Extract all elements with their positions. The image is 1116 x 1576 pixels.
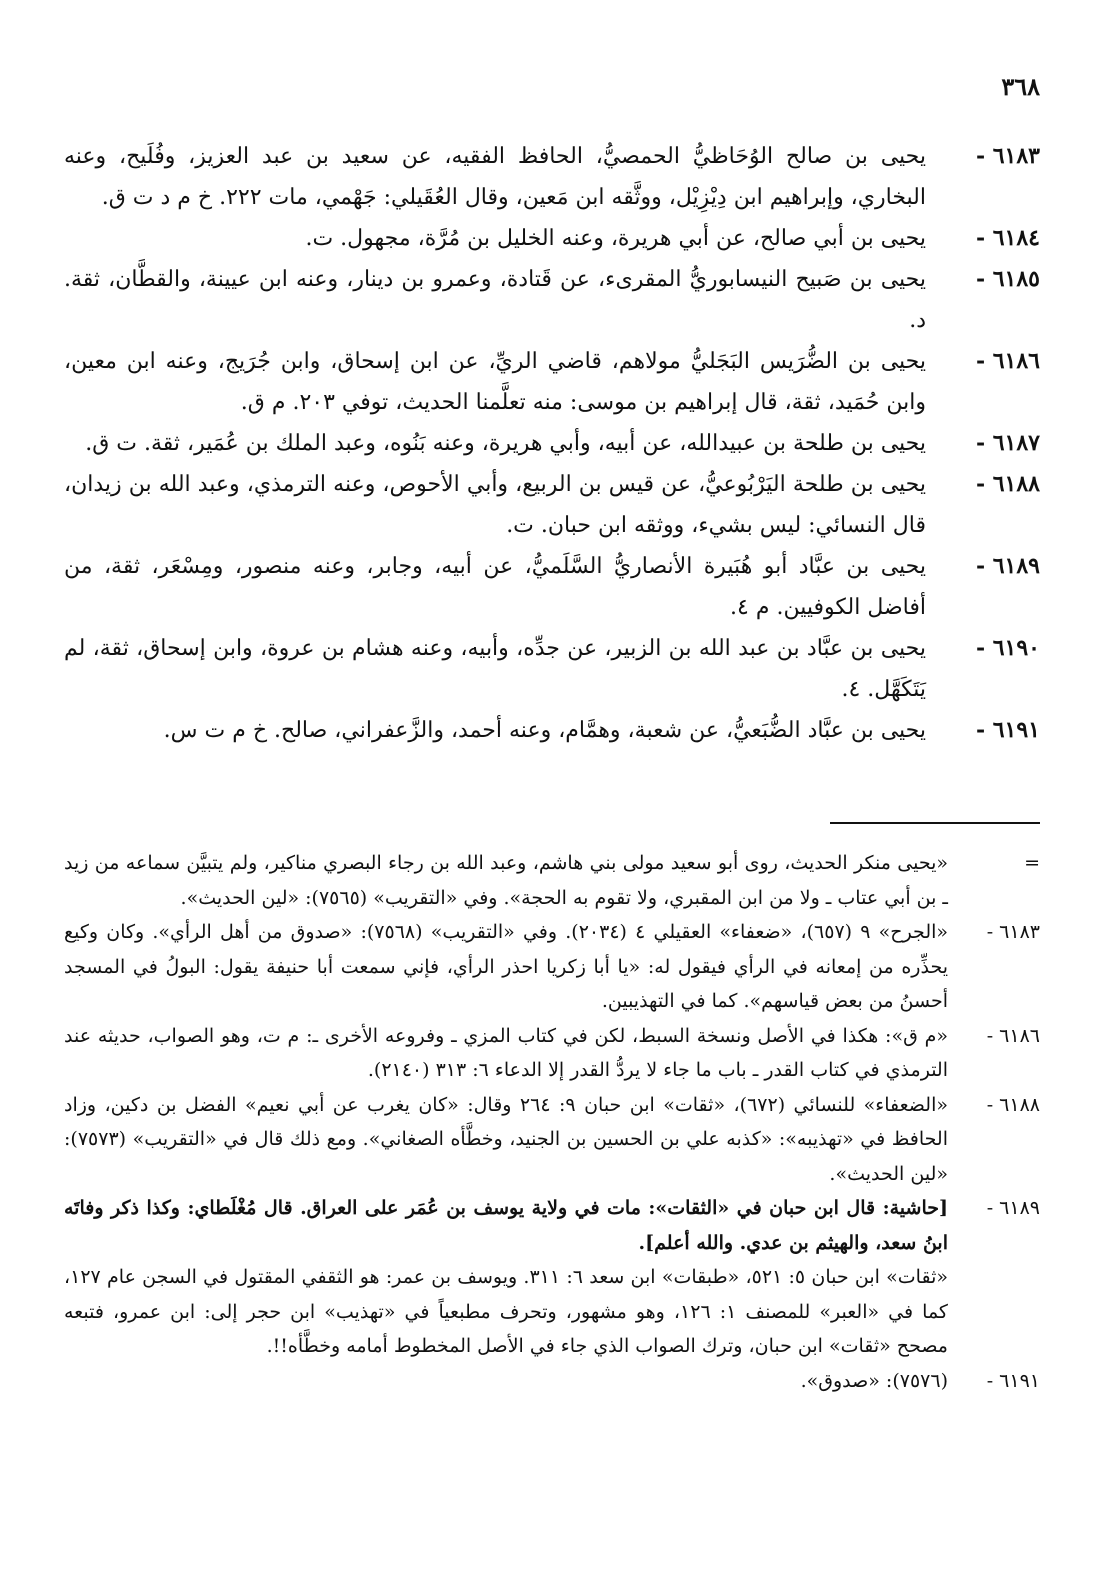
footnote-number: ٦١٨٩ - [986,1197,1040,1219]
footnote-6186 [64,1019,1040,1088]
page-number: ٣٦٨ [1001,72,1040,101]
footnote-number: ٦١٨٦ - [986,1024,1040,1047]
footnote-6191 [64,1364,1040,1399]
entry-6186 [64,341,1040,423]
entry-number: ٦١٨٥ - [975,266,1040,292]
entry-number: ٦١٨٦ - [975,348,1040,374]
footnote-text: «الضعفاء» للنسائي (٦٧٢)، «ثقات» ابن حبان ٩: ٢٦٤ وقال: «كان يغرب عن أبي نعيم» الفضل بن دكين، وزاد الحافظ في «تهذيبه»: «كذبه علي بن الحسين بن الجنيد، وخطَّأه الصغاني». ومع ذلك قال في «التقريب» (٧٥٧٣): «لين الحديث». [64,1093,948,1185]
entry-number: ٦١٩٠ - [975,635,1040,661]
entry-text: يحيى بن صَبيح النيسابوريُّ المقرىء، عن قَتادة، وعمرو بن دينار، وعنه ابن عيينة، والقطَّان، ثقة. د. [64,267,926,333]
footnote-divider [830,822,1040,824]
entry-number: ٦١٨٧ - [975,430,1040,456]
entry-6189 [64,546,1040,628]
entry-text: يحيى بن عبَّاد الضُّبَعيُّ، عن شعبة، وهمَّام، وعنه أحمد، والزَّعفراني، صالح. خ م ت س. [163,718,926,743]
footnote-number: ٦١٨٣ - [986,921,1040,943]
footnote-number: ٦١٩١ - [986,1369,1040,1392]
footnote-number: = [1024,852,1040,874]
entry-text: يحيى بن أبي صالح، عن أبي هريرة، وعنه الخليل بن مُرَّة، مجهول. ت. [305,226,926,251]
entry-number: ٦١٨٣ - [975,143,1040,169]
entry-6190 [64,628,1040,710]
entry-text: يحيى بن الضُّرَيس البَجَليُّ مولاهم، قاضي الريِّ، عن ابن إسحاق، وابن جُرَيج، وعنه ابن معين، وابن حُمَيد، ثقة، قال إبراهيم بن موسى: منه تعلَّمنا الحديث، توفي ٢٠٣. م ق. [64,349,926,415]
footnote-continued [64,846,1040,915]
footnote-6183 [64,915,1040,1019]
footnotes [64,846,1040,1398]
entry-number: ٦١٨٤ - [975,225,1040,251]
entry-6187 [64,423,1040,464]
entry-text: يحيى بن صالح الوُحَاظيُّ الحمصيُّ، الحافظ الفقيه، عن سعيد بن عبد العزيز، وفُلَيح، وعنه البخاري، وإبراهيم ابن دِيْزِيْل، ووثَّقه ابن مَعين، وقال العُقَيلي: جَهْمي، مات ٢٢٢. خ م د ت ق. [64,144,926,210]
footnote-6189 [64,1191,1040,1364]
footnote-text: «م ق»: هكذا في الأصل ونسخة السبط، لكن في كتاب المزي ـ وفروعه الأخرى ـ: م ت، وهو الصواب، حديثه عند الترمذي في كتاب القدر ـ باب ما جاء لا يردُّ القدر إلا الدعاء ٦: ٣١٣ (٢١٤٠). [64,1024,948,1081]
entry-text: يحيى بن عبَّاد أبو هُبَيرة الأنصاريُّ السَّلَميُّ، عن أبيه، وجابر، وعنه منصور، ومِسْعَر، ثقة، من أفاضل الكوفيين. م ٤. [64,554,926,620]
footnote-text: «ثقات» ابن حبان ٥: ٥٢١، «طبقات» ابن سعد ٦: ٣١١. ويوسف بن عمر: هو الثقفي المقتول في السجن عام ١٢٧، كما في «العبر» للمصنف ١: ١٢٦، وهو مشهور، وتحرف مطبعياً في «تهذيب» ابن حجر إلى: ابن عمرو، فتبعه مصحح «ثقات» ابن حبان، وترك الصواب الذي جاء في الأصل المخطوط أمامه وخطَّأه!!. [64,1266,948,1357]
entry-number: ٦١٨٨ - [975,471,1040,497]
footnote-text: «الجرح» ٩ (٦٥٧)، «ضعفاء» العقيلي ٤ (٢٠٣٤). وفي «التقريب» (٧٥٦٨): «صدوق من أهل الرأي». وكان وكيع يحذِّره من إمعانه في الرأي فيقول له: «يا أبا زكريا احذر الرأي، فإني سمعت أبا حنيفة يقول: البولُ في المسجد أحسنُ من بعض قياسهم». كما في التهذيبين. [64,921,949,1012]
entry-6183 [64,136,1040,218]
biographical-entries [64,136,1040,751]
footnote-margin-note: [حاشية: قال ابن حبان في «الثقات»: مات في ولاية يوسف بن عُمَر على العراق. قال مُغْلَطاي: وكذا ذكر وفاتَه ابنُ سعد، والهيثم بن عدي. والله أعلم]. [64,1197,948,1254]
footnote-text: (٧٥٧٦): «صدوق». [800,1369,948,1392]
entry-text: يحيى بن طلحة اليَرْبُوعيُّ، عن قيس بن الربيع، وأبي الأحوص، وعنه الترمذي، وعبد الله بن زيدان، قال النسائي: ليس بشيء، ووثقه ابن حبان. ت. [64,472,926,538]
footnote-text: «يحيى منكر الحديث، روى أبو سعيد مولى بني هاشم، وعبد الله بن رجاء البصري مناكير، ولم يتبيَّن سماعه من زيد ـ بن أبي عتاب ـ ولا من ابن المقبري، ولا تقوم به الحجة». وفي «التقريب» (٧٥٦٥): «لين الحديث». [64,852,948,909]
entry-text: يحيى بن طلحة بن عبيدالله، عن أبيه، وأبي هريرة، وعنه بَنُوه، وعبد الملك بن عُمَير، ثقة. ت ق. [85,431,926,456]
entry-6188 [64,464,1040,546]
entry-6185 [64,259,1040,341]
entry-6191 [64,710,1040,751]
footnote-6188 [64,1088,1040,1192]
entry-6184 [64,218,1040,259]
entry-number: ٦١٩١ - [975,717,1040,743]
entry-number: ٦١٨٩ - [975,553,1040,579]
footnote-number: ٦١٨٨ - [986,1093,1040,1116]
entry-text: يحيى بن عبَّاد بن عبد الله بن الزبير، عن جدِّه، وأبيه، وعنه هشام بن عروة، وابن إسحاق، ثقة، لم يَتَكَهَّل. ٤. [64,636,926,702]
